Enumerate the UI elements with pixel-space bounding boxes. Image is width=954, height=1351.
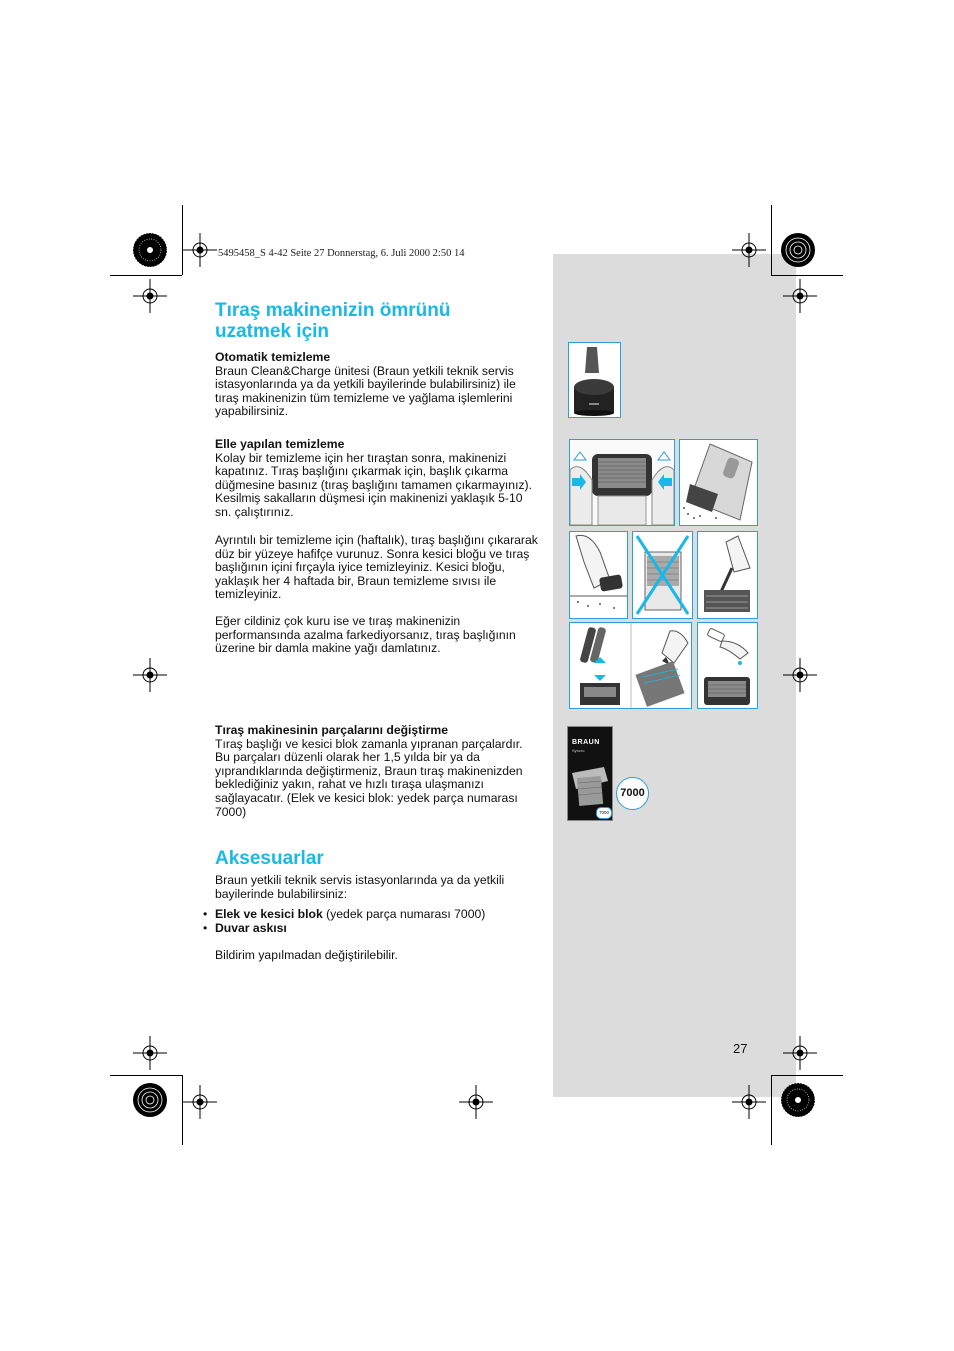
bullet-icon: • — [203, 920, 208, 935]
brushing-cutter-figure — [697, 531, 758, 619]
section-title: Otomatik temizleme — [215, 350, 331, 364]
item-name: Duvar askısı — [215, 920, 287, 935]
page-title-line2: uzatmek için — [215, 321, 330, 342]
section-body: Eğer cildiniz çok kuru ise ve tıraş makinenizin performansında azalma farkediyorsanız, tıraş başlığının üzerine bir damla makine yağı damlatınız. — [215, 614, 516, 656]
sunburst-target-icon — [780, 232, 816, 268]
print-header: 5495458_S 4-42 Seite 27 Donnerstag, 6. Juli 2000 2:50 14 — [218, 248, 465, 259]
registration-mark-icon — [732, 233, 766, 267]
section-weekly-cleaning — [215, 534, 540, 602]
package-brand: BRAUN — [572, 739, 600, 746]
registration-mark-icon — [459, 1085, 493, 1119]
accessories-heading: Aksesuarlar — [215, 848, 324, 869]
section-manual-cleaning — [215, 438, 540, 520]
registration-mark-icon — [133, 658, 167, 692]
sunburst-target-icon — [780, 1082, 816, 1118]
section-body: Kolay bir temizleme için her tıraştan sonra, makinenizi kapatınız. Tıraş başlığını çıkarmak için, başlık çıkarma düğmesine basınız (tıraş başlığını tamamen çıkarmayınız). Kesilmiş sakalların düşmesi için makinenizi yaklaşık 5-10 sn. çalıştırınız. — [215, 450, 533, 519]
registration-mark-icon — [783, 658, 817, 692]
head-release-figure — [569, 439, 675, 526]
list-item — [203, 922, 543, 936]
replacement-part-package — [567, 726, 613, 821]
registration-mark-icon — [183, 233, 217, 267]
registration-mark-icon — [732, 1085, 766, 1119]
tapping-head-figure — [569, 531, 628, 619]
section-title: Tıraş makinesinin parçalarını değiştirme — [215, 723, 449, 737]
cutter-replacement-figure — [569, 622, 692, 709]
accessories-intro: Braun yetkili teknik servis istasyonlarında ya da yetkili bayilerinde bulabilirsiniz: — [215, 873, 505, 901]
page-number: 27 — [733, 1041, 748, 1056]
registration-mark-icon — [133, 1036, 167, 1070]
crop-mark — [110, 275, 182, 276]
part-number-callout: 7000 — [616, 777, 649, 810]
package-subtitle: Syncro — [572, 748, 585, 753]
section-body: Braun Clean&Charge ünitesi (Braun yetkili teknik servis istasyonlarında ya da yetkili bayilerinde bulabilirsiniz) ile tıraş makinenizin tüm temizleme ve yağlama işlemlerini yapabilirsiniz. — [215, 363, 516, 419]
disclaimer: Bildirim yapılmadan değiştirilebilir. — [215, 948, 398, 962]
crop-mark — [771, 1075, 772, 1145]
bullet-icon: • — [203, 907, 208, 921]
crop-mark — [771, 1075, 843, 1076]
page-title-line1: Tıraş makinenizin ömrünü — [215, 300, 451, 321]
shaver-running-figure — [679, 439, 758, 526]
crop-mark — [771, 205, 772, 275]
section-oiling — [215, 615, 540, 656]
section-body: Tıraş başlığı ve kesici blok zamanla yıpranan parçalardır. Bu parçaları düzenli olarak her 1,5 yılda bir ya da yıprandıklarında değiştirmeniz, Braun tıraş makinenizden beklediğiniz yakın, rahat ve hızlı tıraşa ulaşmanızı sağlayacatır. (Elek ve kesici blok: yedek parça numarası 7000) — [215, 736, 523, 819]
accessories-list — [203, 908, 543, 935]
clean-charge-station-figure — [568, 342, 621, 418]
package-code: 7000 — [596, 807, 612, 819]
no-brush-head-figure — [632, 531, 693, 619]
section-title: Elle yapılan temizleme — [215, 437, 345, 451]
oiling-figure — [697, 622, 758, 709]
crop-mark — [771, 275, 843, 276]
registration-mark-icon — [133, 279, 167, 313]
sunburst-target-icon — [132, 232, 168, 268]
item-name: Elek ve kesici blok — [215, 907, 323, 921]
registration-mark-icon — [783, 1036, 817, 1070]
page-title — [215, 300, 535, 342]
section-auto-cleaning — [215, 351, 540, 419]
section-body: Ayrıntılı bir temizleme için (haftalık), tıraş başlığını çıkararak düz bir yüzeye hafifçe vurunuz. Sonra kesici bloğu ve tıraş başlığının içini fırçayla iyice temizleyiniz. Kesici bloğu, yaklaşık her 4 haftada bir, Braun temizleme sıvısı ile temizleyiniz. — [215, 533, 538, 602]
item-detail: (yedek parça numarası 7000) — [322, 907, 486, 921]
crop-mark — [110, 1075, 182, 1076]
list-item — [203, 908, 543, 922]
sunburst-target-icon — [132, 1082, 168, 1118]
registration-mark-icon — [783, 279, 817, 313]
section-replacing-parts — [215, 724, 540, 819]
registration-mark-icon — [183, 1085, 217, 1119]
